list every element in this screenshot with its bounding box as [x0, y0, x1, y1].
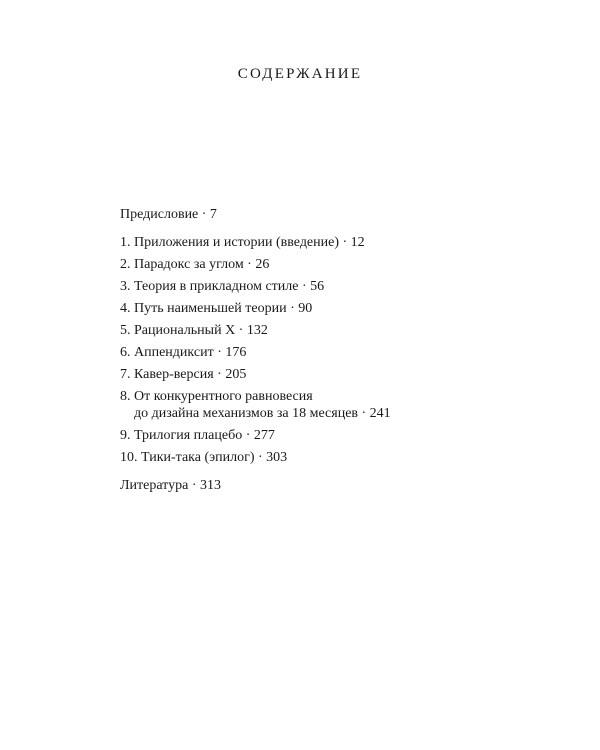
- toc-entry-chapter-9: 9. Трилогия плацебо · 277: [120, 428, 275, 443]
- toc-entry-references: Литература · 313: [120, 478, 221, 493]
- toc-entry-chapter-2: 2. Парадокс за углом · 26: [120, 257, 270, 272]
- toc-entry-chapter-3: 3. Теория в прикладном стиле · 56: [120, 279, 325, 294]
- toc-entry-chapter-6: 6. Аппендиксит · 176: [120, 345, 247, 360]
- toc-entry-chapter-10: 10. Тики-така (эпилог) · 303: [120, 450, 288, 465]
- toc-entry-chapter-8-line-1: 8. От конкурентного равновесия: [120, 389, 313, 404]
- toc-entry-chapter-1: 1. Приложения и истории (введение) · 12: [120, 235, 365, 250]
- toc-entry-preface: Предисловие · 7: [120, 207, 217, 222]
- toc-entry-chapter-7: 7. Кавер-версия · 205: [120, 367, 247, 382]
- toc-entry-chapter-4: 4. Путь наименьшей теории · 90: [120, 301, 313, 316]
- toc-entry-chapter-5: 5. Рациональный X · 132: [120, 323, 268, 338]
- table-of-contents: [120, 206, 500, 494]
- page-title: СОДЕРЖАНИЕ: [237, 66, 363, 82]
- toc-entry-chapter-8: [120, 388, 500, 422]
- toc-entry-chapter-8-line-2: до дизайна механизмов за 18 месяцев · 241: [134, 406, 391, 421]
